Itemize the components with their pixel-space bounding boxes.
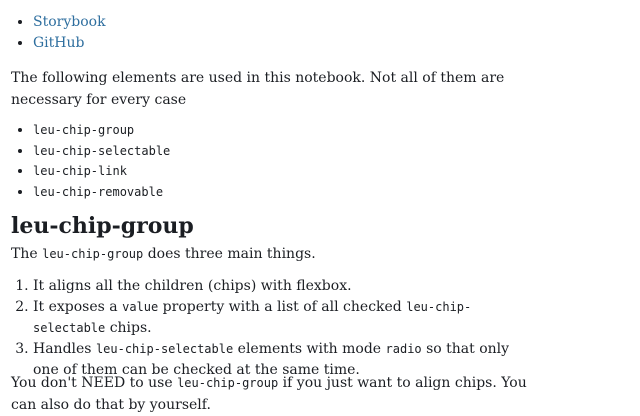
step-text: It aligns all the children (chips) with flexbox. <box>33 278 352 294</box>
step-text: property with a list of all checked <box>158 299 407 315</box>
step-code: radio <box>385 342 422 356</box>
intro-paragraph: The following elements are used in this notebook. Not all of them are necessary for every case <box>11 70 505 108</box>
step-text: elements with mode <box>233 341 386 357</box>
storybook-link[interactable]: Storybook <box>33 14 106 30</box>
footer-code: leu-chip-group <box>177 376 279 390</box>
list-item <box>33 161 170 182</box>
links-list <box>11 12 106 54</box>
steps-list <box>11 276 531 381</box>
desc-code: leu-chip-group <box>42 247 144 261</box>
element-name: leu-chip-group <box>33 123 135 137</box>
list-item <box>33 297 531 339</box>
element-name: leu-chip-link <box>33 164 127 178</box>
list-item <box>33 182 170 203</box>
step-code: value <box>122 300 159 314</box>
list-item <box>33 141 170 162</box>
step-code: leu-chip-selectable <box>33 300 472 335</box>
footer-text: if you just want to align chips. You can also do that by yourself. <box>11 375 527 413</box>
list-item <box>33 120 170 141</box>
footer-text: You don't NEED to use <box>11 375 178 391</box>
footer-paragraph <box>11 372 551 416</box>
desc-text: does three main things. <box>143 246 316 262</box>
elements-list <box>11 120 170 202</box>
list-item <box>33 33 106 54</box>
step-code: leu-chip-selectable <box>95 342 234 356</box>
desc-text: The <box>11 246 43 262</box>
list-item <box>33 12 106 33</box>
section-description <box>11 243 316 265</box>
github-link[interactable]: GitHub <box>33 35 85 51</box>
element-name: leu-chip-removable <box>33 184 164 199</box>
list-item <box>33 276 531 297</box>
step-text: It exposes a <box>33 299 123 315</box>
step-text: Handles <box>33 341 96 357</box>
step-text: chips. <box>105 320 152 336</box>
element-name: leu-chip-selectable <box>33 143 171 158</box>
step-text: so that only one of them can be checked at the same time. <box>33 341 510 378</box>
section-heading: leu-chip-group <box>11 213 194 239</box>
